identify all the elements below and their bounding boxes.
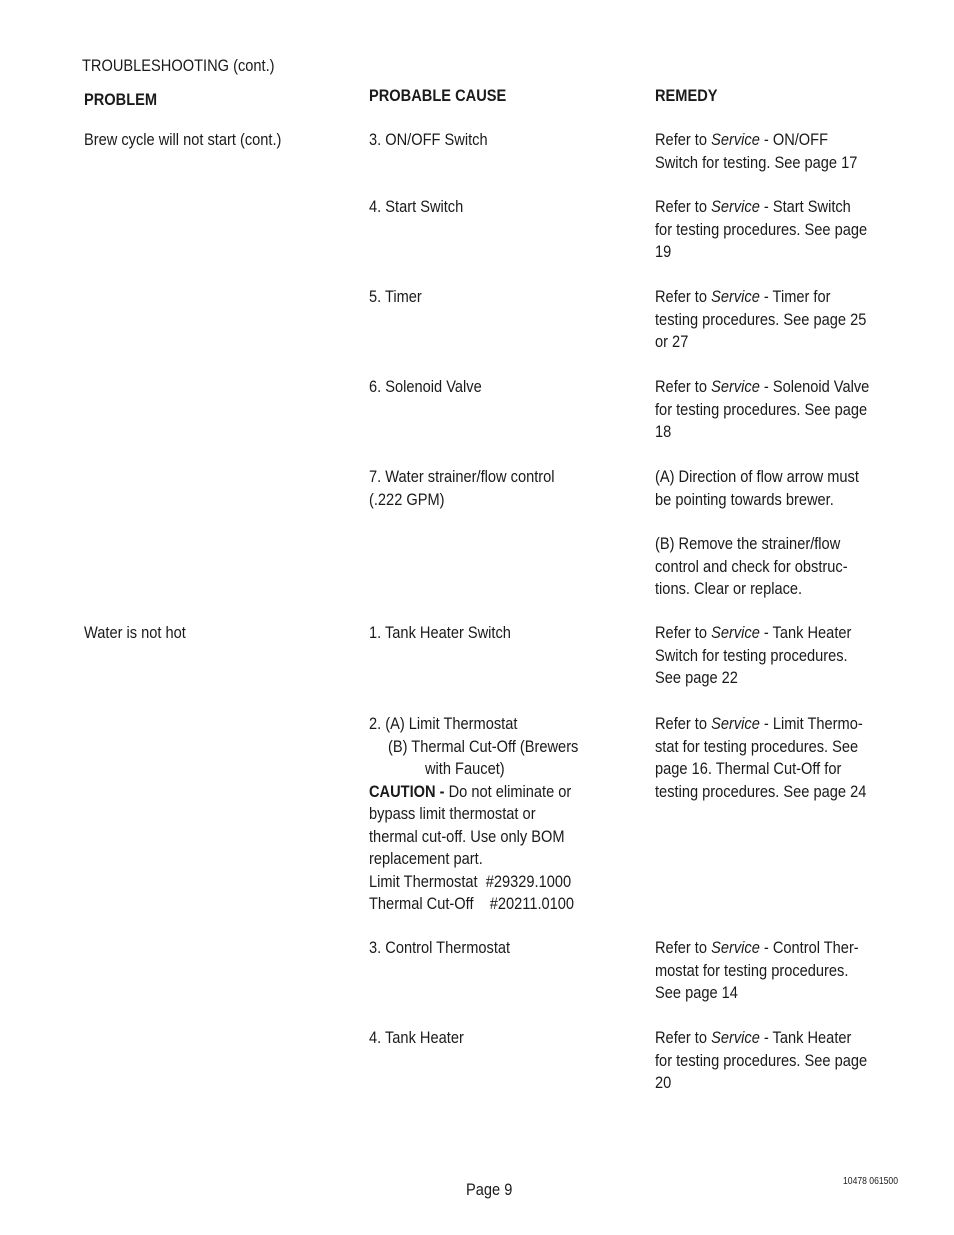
problem-text: Water is not hot — [84, 623, 186, 642]
remedy-control-thermostat: Refer to Service - Control Ther- mostat for testing procedures. See page 14 — [655, 938, 859, 1002]
remedy-on-off-switch: Refer to Service - ON/OFF Switch for testing. See page 17 — [655, 130, 858, 172]
remedy-tank-heater: Refer to Service - Tank Heater for testing procedures. See page 20 — [655, 1028, 868, 1092]
section-title: TROUBLESHOOTING (cont.) — [82, 56, 275, 75]
caution-label: CAUTION - — [369, 781, 445, 801]
remedy-water-strainer-a: (A) Direction of flow arrow must be pointing towards brewer. — [655, 467, 859, 509]
document-number: 10478 061500 — [843, 1176, 899, 1187]
cause-tank-heater-switch: 1. Tank Heater Switch — [369, 623, 511, 642]
remedy-limit-thermostat: Refer to Service - Limit Thermo- stat for testing procedures. See page 16. Thermal Cut-Off for testing procedures. See page 24 — [655, 714, 867, 801]
remedy-timer: Refer to Service - Timer for testing procedures. See page 25 or 27 — [655, 287, 867, 351]
column-header-problem: PROBLEM — [84, 90, 158, 109]
remedy-start-switch: Refer to Service - Start Switch for testing procedures. See page 19 — [655, 197, 868, 261]
cause-control-thermostat: 3. Control Thermostat — [369, 938, 511, 957]
cause-solenoid-valve: 6. Solenoid Valve — [369, 377, 482, 396]
column-header-probable-cause: PROBABLE CAUSE — [369, 86, 507, 105]
cause-on-off-switch: 3. ON/OFF Switch — [369, 130, 488, 149]
cause-water-strainer: 7. Water strainer/flow control (.222 GPM) — [369, 467, 555, 509]
cause-limit-thermostat: 2. (A) Limit Thermostat (B) Thermal Cut-Off (Brewers with Faucet) CAUTION - Do not eliminate or bypass limit thermostat or thermal cut-off. Use only BOM replacement part. Limit Thermostat #29329.1000 Thermal Cut-Off #20211.0100 — [369, 714, 579, 913]
remedy-water-strainer-b: (B) Remove the strainer/flow control and check for obstruc- tions. Clear or replace. — [655, 534, 848, 598]
cause-tank-heater: 4. Tank Heater — [369, 1028, 464, 1047]
cause-start-switch: 4. Start Switch — [369, 197, 464, 216]
cause-timer: 5. Timer — [369, 287, 422, 306]
remedy-solenoid-valve: Refer to Service - Solenoid Valve for testing procedures. See page 18 — [655, 377, 870, 441]
remedy-tank-heater-switch: Refer to Service - Tank Heater Switch for testing procedures. See page 22 — [655, 623, 852, 687]
column-header-remedy: REMEDY — [655, 86, 718, 105]
problem-text: Brew cycle will not start (cont.) — [84, 130, 282, 149]
page-number: Page 9 — [466, 1180, 513, 1199]
